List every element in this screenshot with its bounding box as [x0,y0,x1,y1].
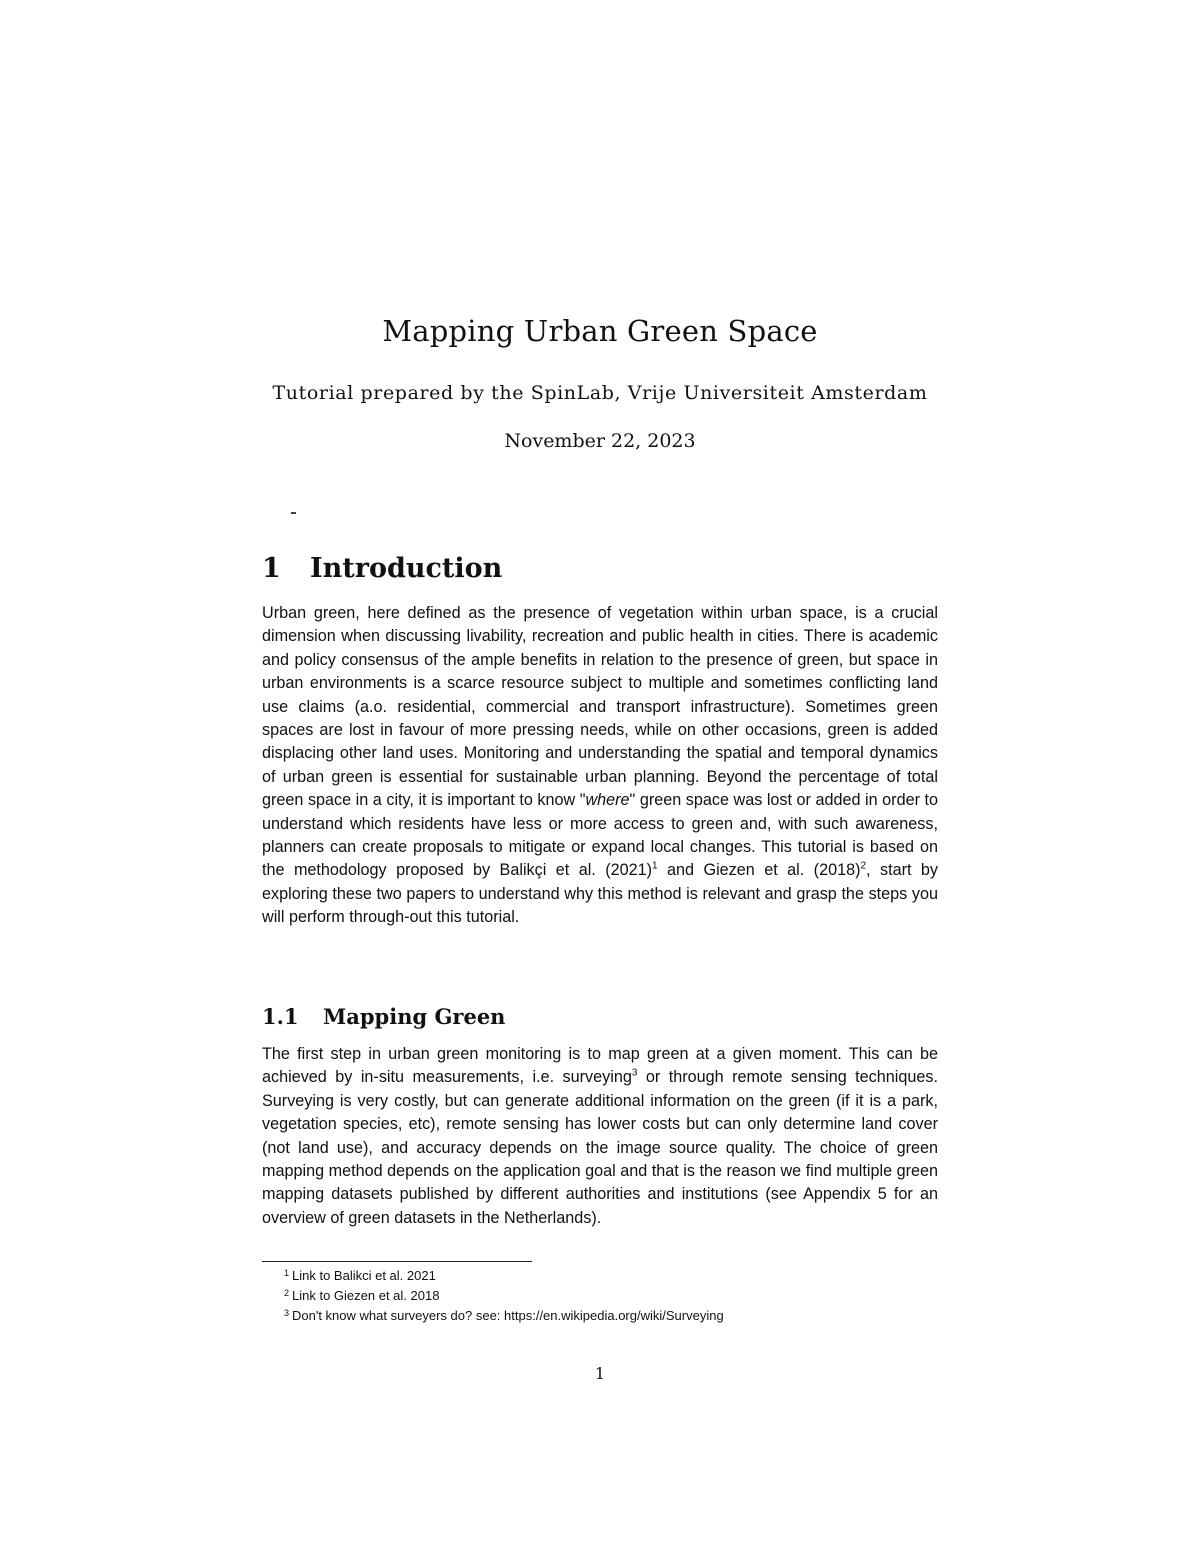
introduction-paragraph [262,602,938,930]
subsection-title: Mapping Green [323,1004,506,1029]
section-number: 1 [262,553,281,584]
section-title: Introduction [310,553,503,584]
document-subtitle: Tutorial prepared by the SpinLab, Vrije Universiteit Amsterdam [272,382,928,404]
footnote-ref-1[interactable]: 1 [652,861,658,873]
paragraph-text: " green space was lost or added in order to understand which residents have less or more access to green and, with such awareness, planners can create proposals to mitigate or expand local changes. This tutorial is based on the methodology proposed by Balikçi et al. (2021) [262,791,939,880]
footnote-3 [286,1306,926,1326]
footnote-ref-3[interactable]: 3 [631,1068,638,1080]
footnote-surveying-url[interactable]: Don't know what surveyers do? see: https://en.wikipedia.org/wiki/Surveying [292,1308,724,1323]
footnote-mark: 3 [284,1308,290,1318]
paragraph-text: or through remote sensing techniques. Surveying is very costly, but can generate additional information on the green (if it is a park, vegetation species, etc), remote sensing has lower costs but can only determine land cover (not land use), and accuracy depends on the image source quality. The choice of green mapping method depends on the application goal and that is the reason we find multiple green mapping datasets published by different authorities and institutions (see Appendix 5 for an overview of green datasets in the Netherlands). [262,1068,938,1227]
footnote-ref-2[interactable]: 2 [860,861,867,873]
document-title: Mapping Urban Green Space [382,314,818,348]
footnote-1 [286,1266,926,1286]
paragraph-text: The first step in urban green monitoring is to map green at a given moment. This can be achieved by in-situ measurements, i.e. surveying [262,1045,938,1087]
footnote-2 [286,1286,926,1306]
footnote-link-giezen[interactable]: Link to Giezen et al. 2018 [292,1288,440,1303]
paragraph-text: , start by exploring these two papers to understand why this method is relevant and grasp the steps you will perform through-out this tutorial. [262,861,938,927]
paragraph-text: Urban green, here defined as the presence of vegetation within urban space, is a crucial dimension when discussing livability, recreation and public health in cities. There is academic and policy consensus of the ample benefits in relation to the presence of green, but space in urban environments is a scarce resource subject to multiple and sometimes conflicting land use claims (a.o. residential, commercial and transport infrastructure). Sometimes green spaces are lost in favour of more pressing needs, while on other occasions, green is added displacing other land uses. Monitoring and understanding the spatial and temporal dynamics of urban green is essential for sustainable urban planning. Beyond the percentage of total green space in a city, it is important to know " [262,604,938,810]
footnotes [286,1266,926,1326]
stray-mark [291,512,296,514]
footnote-mark: 2 [284,1288,290,1298]
subsection-number: 1.1 [262,1004,299,1029]
page-number: 1 [594,1364,606,1383]
footnote-divider [262,1261,532,1262]
section-heading-mapping-green [262,1004,938,1029]
mapping-green-paragraph [262,1043,938,1230]
footnote-link-balikci[interactable]: Link to Balikci et al. 2021 [292,1268,436,1283]
paragraph-text: and Giezen et al. (2018) [657,861,861,880]
footnote-mark: 1 [284,1268,290,1278]
emphasis-where: where [585,791,630,810]
document-date: November 22, 2023 [504,430,696,452]
section-heading-introduction [262,553,938,584]
